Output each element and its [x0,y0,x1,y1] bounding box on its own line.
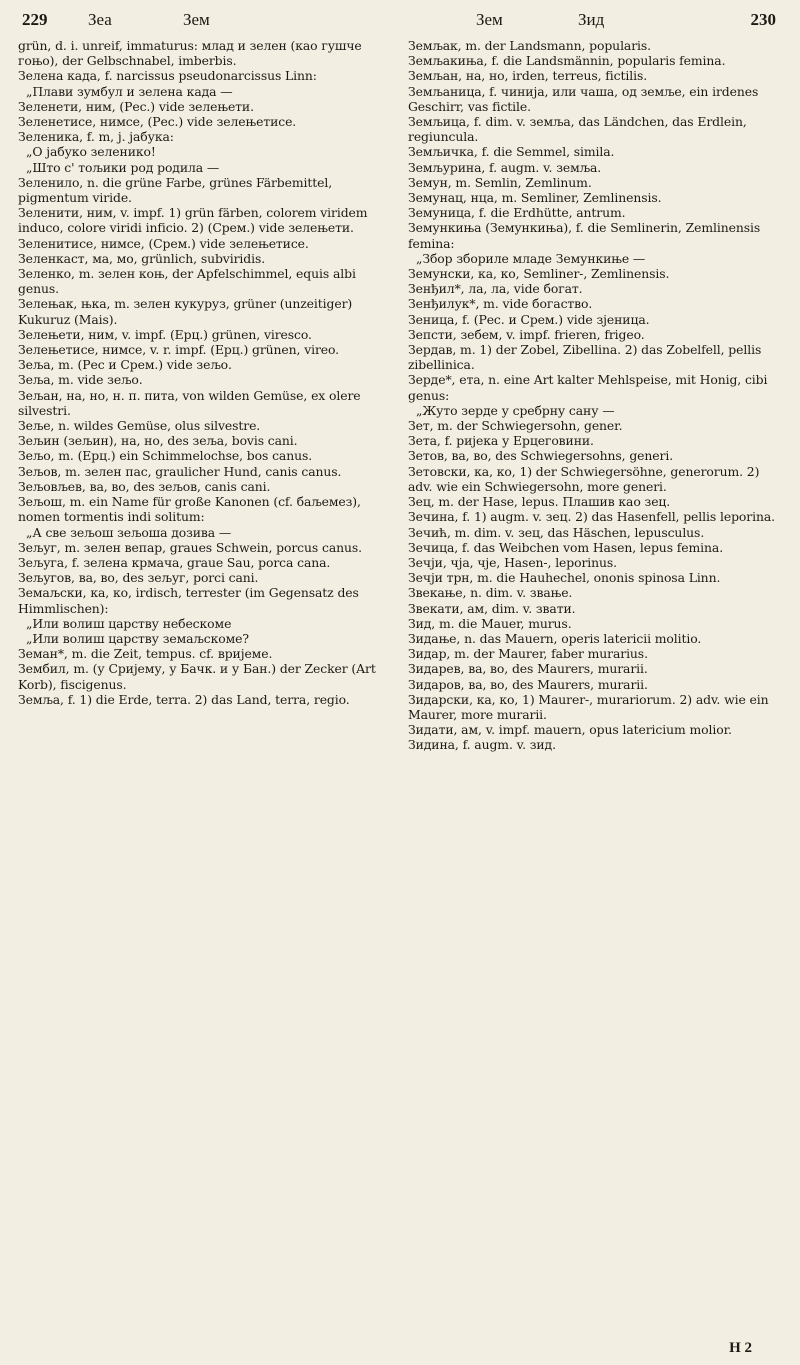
page-header [18,8,786,38]
dictionary-entry: Зидар, m. der Maurer, faber murarius. [408,646,648,662]
dictionary-entry: Зидарев, ва, во, des Maurers, murarii. [408,661,648,677]
dictionary-entry: Зечић, m. dim. v. зец, das Häschen, lepusculus. [408,524,705,540]
dictionary-entry: Зељин (зељин), на, но, des зеља, bovis cani. [18,433,298,449]
dictionary-entry: Зеленко, m. зелен коњ, der Apfelschimmel, equis albi genus. [18,266,356,297]
dictionary-entry: Зечји трн, m. die Hauhechel, ononis spinosa Linn. [408,570,721,586]
dictionary-entry: Зељуг, m. зелен вепар, graues Schwein, porcus canus. [18,539,362,555]
running-head-left-2: Зем [183,10,210,29]
dictionary-entry: Зеленети, ним, (Рес.) vide зелењети. [18,98,254,114]
two-column-body [18,38,786,753]
dictionary-entry: Звекање, n. dim. v. звање. [408,585,573,601]
dictionary-entry: Зечина, f. 1) augm. v. зец. 2) das Hasenfell, pellis leporina. [408,509,775,525]
dictionary-entry: Зеленетисе, нимсе, (Рес.) vide зелењетисе. [18,114,297,130]
dictionary-entry: Зетовски, ка, ко, 1) der Schwiegersöhne, generorum. 2) adv. wie ein Schwiegersohn, more generi. [408,463,760,494]
dictionary-entry: Зељугов, ва, во, des зељуг, porci cani. [18,570,259,586]
dictionary-entry: Зидаров, ва, во, des Maurers, murarii. [408,676,648,692]
quotation-line: „Плави зумбул и зелена када — [26,83,233,99]
running-head-left-1: Зеа [88,10,112,29]
dictionary-entry: Зељош, m. ein Name für große Kanonen (cf. баљемез), nomen tormentis indi solitum: [18,494,361,525]
dictionary-entry: Земунски, ка, ко, Semliner-, Zemlinensis. [408,266,670,282]
dictionary-entry: Зељо, m. (Ерц.) ein Schimmelochse, bos canus. [18,448,313,464]
dictionary-entry: Зид, m. die Mauer, murus. [408,615,572,631]
dictionary-entry: Зелењак, њка, m. зелен кукуруз, grüner (unzeitiger) Kukuruz (Mais). [18,296,353,327]
dictionary-entry: Земљичка, f. die Semmel, simila. [408,144,615,160]
dictionary-entry: Земљан, на, но, irden, terreus, fictilis. [408,68,648,84]
dictionary-entry: Зељовљев, ва, во, des зељов, canis cani. [18,478,271,494]
dictionary-entry: Зељов, m. зелен пас, graulicher Hund, canis canus. [18,463,342,479]
dictionary-entry: Зељуга, f. зелена крмача, graue Sau, porca cana. [18,554,331,570]
dictionary-entry: Зеленкаст, ма, мо, grünlich, subviridis. [18,250,266,266]
right-column [408,38,786,753]
page-number-right: 230 [750,10,776,29]
dictionary-entry: Зеленитисе, нимсе, (Срем.) vide зелењетисе. [18,235,309,251]
dictionary-entry: Зидање, n. das Mauern, operis latericii molitio. [408,630,702,646]
dictionary-entry: Зеља, m. (Рес и Срем.) vide зељо. [18,357,232,373]
dictionary-entry: Зетов, ва, во, des Schwiegersohns, generi. [408,448,674,464]
dictionary-entry: Зет, m. der Schwiegersohn, gener. [408,418,623,434]
dictionary-entry: Земљурина, f. augm. v. земља. [408,159,602,175]
dictionary-entry: Земунац, нца, m. Semliner, Zemlinensis. [408,190,662,206]
dictionary-entry: Зелењети, ним, v. impf. (Ерц.) grünen, viresco. [18,326,312,342]
running-head-right-2: Зид [578,10,605,29]
dictionary-entry: Зечји, чја, чје, Hasen-, leporinus. [408,554,618,570]
dictionary-entry: Зета, f. ријека у Ерцеговини. [408,433,594,449]
dictionary-entry: Земаљски, ка, ко, irdisch, terrester (im Gegensatz des Himmlischen): [18,585,359,616]
dictionary-entry: Земун, m. Semlin, Zemlinum. [408,174,592,190]
dictionary-entry: Зембил, m. (у Сријему, у Бачк. и у Бан.) der Zecker (Art Korb), fiscigenus. [18,661,376,692]
quotation-line: „Жуто зерде у сребрну сану — [416,402,615,418]
dictionary-entry: Зеље, n. wildes Gemüse, olus silvestre. [18,418,261,434]
dictionary-entry: Зерде*, ета, n. eine Art kalter Mehlspeise, mit Honig, cibi genus: [408,372,768,403]
quotation-line: „Што с' тољики род родила — [26,159,220,175]
running-head-right-1: Зем [476,10,503,29]
dictionary-entry: Зеленило, n. die grüne Farbe, grünes Färbemittel, pigmentum viride. [18,174,333,206]
dictionary-entry: Земљица, f. dim. v. земља, das Ländchen, das Erdlein, regiuncula. [408,114,747,145]
quotation-line: „Или волиш царству небескоме [26,615,232,631]
signature-mark: Н 2 [729,1340,752,1356]
dictionary-entry: Земљакиња, f. die Landsmännin, popularis femina. [408,53,726,69]
dictionary-entry: Зелена када, f. narcissus pseudonarcissus Linn: [18,68,317,84]
dictionary-entry: Зечица, f. das Weibchen vom Hasen, lepus femina. [408,539,724,555]
dictionary-entry: Зељан, на, но, н. п. пита, von wilden Gemüse, ex olere silvestri. [18,387,361,418]
dictionary-entry: grün, d. i. unreif, immaturus: млад и зелен (као гушче гоњо), der Gelbschnabel, imberbis. [18,38,362,69]
dictionary-entry: Земан*, m. die Zeit, tempus. cf. вријеме. [18,646,273,662]
dictionary-entry: Зеленика, f. m, j. јабука: [18,129,174,145]
dictionary-entry: Земункиња (Земункиња), f. die Semlinerin, Zemlinensis femina: [408,220,761,251]
dictionary-entry: Зец, m. der Hase, lepus. Плашив као зец. [408,494,671,510]
quotation-line: „О јабуко зеленико! [26,144,156,160]
dictionary-entry: Земља, f. 1) die Erde, terra. 2) das Land, terra, regio. [18,691,350,707]
dictionary-entry: Зепсти, зебем, v. impf. frieren, frigeo. [408,326,645,342]
quotation-line: „А све зељош зељоша дозива — [26,524,232,540]
dictionary-entry: Зенђилук*, m. vide богаство. [408,296,593,312]
dictionary-entry: Зидарски, ка, ко, 1) Maurer-, murariorum. 2) adv. wie ein Maurer, more murarii. [408,691,769,722]
dictionary-entry: Зеница, f. (Рес. и Срем.) vide зјеница. [408,311,650,327]
dictionary-entry: Зеља, m. vide зељо. [18,372,143,388]
dictionary-entry: Земљак, m. der Landsmann, popularis. [408,38,651,53]
dictionary-entry: Земуница, f. die Erdhütte, antrum. [408,205,626,221]
dictionary-entry: Земљаница, f. чинија, или чаша, од земље, ein irdenes Geschirr, vas fictile. [408,83,759,114]
dictionary-entry: Зеленити, ним, v. impf. 1) grün färben, colorem viridem induco, colore viridi inficio. 2) (Срем.) vide зелењети. [18,205,368,236]
dictionary-entry: Звекати, ам, dim. v. звати. [408,600,576,616]
left-column [18,38,392,753]
dictionary-entry: Зенђил*, ла, ла, vide богат. [408,281,583,297]
dictionary-entry: Зелењетисе, нимсе, v. r. impf. (Ерц.) grünen, vireo. [18,342,340,358]
page-number-left: 229 [22,10,48,29]
dictionary-entry: Зердав, m. 1) der Zobel, Zibellina. 2) das Zobelfell, pellis zibellinica. [408,342,762,373]
quotation-line: „Или волиш царству земаљскоме? [26,630,249,646]
quotation-line: „Збор збориле младе Земункиње — [416,250,646,266]
dictionary-entry: Зидина, f. augm. v. зид. [408,737,556,753]
dictionary-entry: Зидати, ам, v. impf. mauern, opus latericium molior. [408,722,732,738]
